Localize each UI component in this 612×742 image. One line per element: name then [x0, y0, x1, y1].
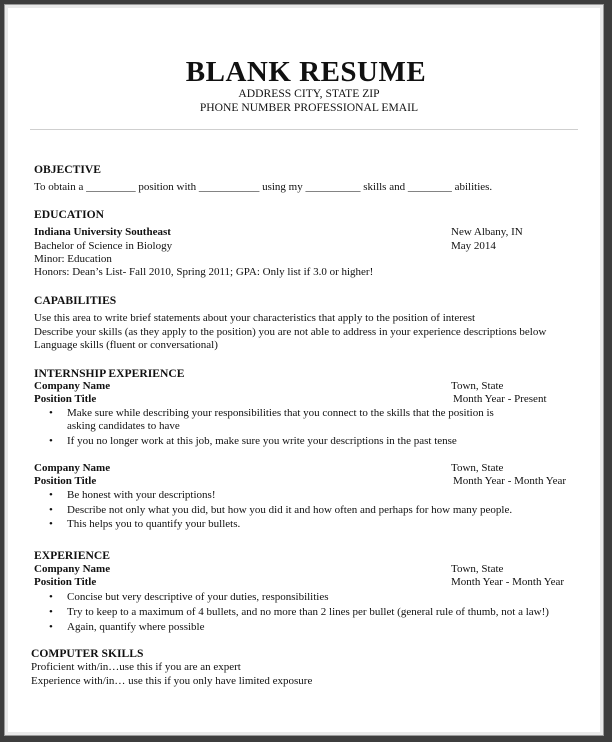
minor: Minor: Education: [34, 253, 112, 265]
resume-name: BLANK RESUME: [185, 56, 427, 88]
school-name: Indiana University Southeast: [34, 226, 171, 238]
position-title: Position Title: [34, 393, 97, 405]
school-location: New Albany, IN: [451, 226, 523, 238]
bullet-glyph: •: [49, 591, 53, 603]
bullet-text: Try to keep to a maximum of 4 bullets, and no more than 2 lines per bullet (general rule of thumb, not a law!): [67, 606, 549, 618]
bullet-text: If you no longer work at this job, make sure you write your descriptions in the past tense: [67, 435, 457, 447]
address-line: ADDRESS CITY, STATE ZIP: [238, 87, 380, 100]
contact-line: PHONE NUMBER PROFESSIONAL EMAIL: [199, 101, 419, 114]
position-dates: Month Year - Month Year: [451, 576, 565, 588]
position-title: Position Title: [34, 475, 97, 487]
internship-heading: INTERNSHIP EXPERIENCE: [34, 367, 185, 380]
degree: Bachelor of Science in Biology: [34, 240, 173, 252]
bullet-text: Concise but very descriptive of your duties, responsibilities: [67, 591, 329, 603]
honors: Honors: Dean’s List- Fall 2010, Spring 2011; GPA: Only list if 3.0 or higher!: [34, 266, 374, 278]
bullet-text: Describe not only what you did, but how you did it and how often and perhaps for how many people.: [67, 504, 513, 516]
bullet-glyph: •: [49, 435, 53, 447]
company-name: Company Name: [34, 380, 111, 392]
bullet-glyph: •: [49, 518, 53, 530]
company-name: Company Name: [34, 563, 111, 575]
computer-skills-heading: COMPUTER SKILLS: [31, 647, 144, 660]
bullet-text: Make sure while describing your responsibilities that you connect to the skills that the position is: [67, 407, 494, 419]
bullet-glyph: •: [49, 621, 53, 633]
capability-line: Describe your skills (as they apply to the position) you are not able to address in your experience descriptions below: [34, 326, 547, 338]
bullet-glyph: •: [49, 489, 53, 501]
bullet-text: Again, quantify where possible: [67, 621, 205, 633]
capabilities-heading: CAPABILITIES: [34, 294, 117, 307]
objective-heading: OBJECTIVE: [34, 163, 102, 176]
bullet-glyph: •: [49, 407, 53, 419]
bullet-glyph: •: [49, 504, 53, 516]
capability-line: Use this area to write brief statements about your characteristics that apply to the position of interest: [34, 312, 476, 324]
graduation-date: May 2014: [451, 240, 496, 252]
skill-line: Proficient with/in…use this if you are an expert: [31, 661, 241, 673]
bullet-glyph: •: [49, 606, 53, 618]
position-title: Position Title: [34, 576, 97, 588]
company-location: Town, State: [451, 380, 504, 392]
position-dates: Month Year - Month Year: [453, 475, 567, 487]
capability-line: Language skills (fluent or conversational): [34, 339, 218, 351]
company-name: Company Name: [34, 462, 111, 474]
header-divider: [30, 129, 578, 130]
skill-line: Experience with/in… use this if you only have limited exposure: [31, 675, 313, 687]
company-location: Town, State: [451, 462, 504, 474]
experience-heading: EXPERIENCE: [34, 549, 111, 562]
objective-text: To obtain a _________ position with ___________ using my __________ skills and ________ abilities.: [34, 181, 493, 193]
bullet-text: asking candidates to have: [67, 420, 180, 432]
education-heading: EDUCATION: [34, 208, 104, 221]
bullet-text: This helps you to quantify your bullets.: [67, 518, 241, 530]
bullet-text: Be honest with your descriptions!: [67, 489, 216, 501]
position-dates: Month Year - Present: [453, 393, 547, 405]
company-location: Town, State: [451, 563, 504, 575]
